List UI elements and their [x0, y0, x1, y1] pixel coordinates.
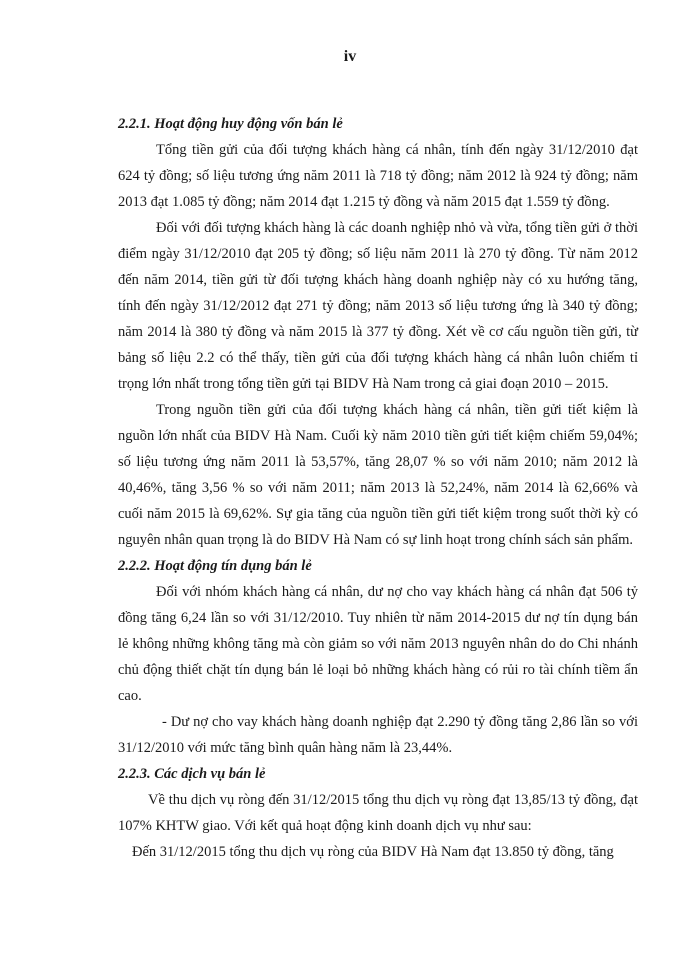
- page-number: iv: [343, 48, 357, 65]
- section-heading-2-2-3: 2.2.3. Các dịch vụ bán lẻ: [118, 766, 266, 782]
- paragraph: Đối với đối tượng khách hàng là các doanh nghiệp nhỏ và vừa, tổng tiền gửi ở thời điểm ngày 31/12/2010 đạt 205 tỷ đồng; số liệu năm 2011 là 270 tỷ đồng. Từ năm 2012 đến năm 2014, tiền gửi từ đối tượng khách hàng doanh nghiệp này có xu hướng tăng, tính đến ngày 31/12/2012 đạt 271 tỷ đồng; năm 2013 số liệu tương ứng là 340 tỷ đồng; năm 2014 là 380 tỷ đồng và năm 2015 là 377 tỷ đồng. Xét về cơ cấu nguồn tiền gửi, từ bảng số liệu 2.2 có thể thấy, tiền gửi của đối tượng khách hàng cá nhân luôn chiếm tỉ trọng lớn nhất trong tổng tiền gửi tại BIDV Hà Nam trong cả giai đoạn 2010 – 2015.: [118, 220, 638, 392]
- paragraph: Tổng tiền gửi của đối tượng khách hàng cá nhân, tính đến ngày 31/12/2010 đạt 624 tỷ đồng; số liệu tương ứng năm 2011 là 718 tỷ đồng; năm 2012 là 924 tỷ đồng; năm 2013 đạt 1.085 tỷ đồng; năm 2014 đạt 1.215 tỷ đồng và năm 2015 đạt 1.559 tỷ đồng.: [118, 142, 638, 210]
- page-body: [118, 111, 638, 865]
- section-heading-2-2-2: 2.2.2. Hoạt động tín dụng bán lẻ: [118, 558, 312, 574]
- paragraph: - Dư nợ cho vay khách hàng doanh nghiệp đạt 2.290 tỷ đồng tăng 2,86 lần so với 31/12/2010 với mức tăng bình quân hàng năm là 23,44%.: [118, 714, 638, 756]
- section-heading-2-2-1: 2.2.1. Hoạt động huy động vốn bán lẻ: [118, 116, 343, 132]
- paragraph: Trong nguồn tiền gửi của đối tượng khách hàng cá nhân, tiền gửi tiết kiệm là nguồn lớn nhất của BIDV Hà Nam. Cuối kỳ năm 2010 tiền gửi tiết kiệm chiếm 59,04%; số liệu tương ứng năm 2011 là 53,57%, tăng 28,07 % so với năm 2010; năm 2012 là 40,46%, tăng 3,56 % so với năm 2011; năm 2013 là 52,24%, năm 2014 là 62,66% và cuối năm 2015 là 69,62%. Sự gia tăng của nguồn tiền gửi tiết kiệm trong suốt thời kỳ có nguyên nhân quan trọng là do BIDV Hà Nam có sự linh hoạt trong chính sách sản phẩm.: [118, 402, 638, 548]
- paragraph: Đối với nhóm khách hàng cá nhân, dư nợ cho vay khách hàng cá nhân đạt 506 tỷ đồng tăng 6,24 lần so với 31/12/2010. Tuy nhiên từ năm 2014-2015 dư nợ tín dụng bán lẻ không những không tăng mà còn giảm so với năm 2013 nguyên nhân do do Chi nhánh chủ động thiết chặt tín dụng bán lẻ loại bỏ những khách hàng có rủi ro tài chính tiềm ẩn cao.: [118, 584, 638, 704]
- paragraph: Về thu dịch vụ ròng đến 31/12/2015 tổng thu dịch vụ ròng đạt 13,85/13 tỷ đồng, đạt 107% KHTW giao. Với kết quả hoạt động kinh doanh dịch vụ như sau:: [118, 792, 638, 834]
- paragraph: Đến 31/12/2015 tổng thu dịch vụ ròng của BIDV Hà Nam đạt 13.850 tỷ đồng, tăng: [132, 844, 614, 860]
